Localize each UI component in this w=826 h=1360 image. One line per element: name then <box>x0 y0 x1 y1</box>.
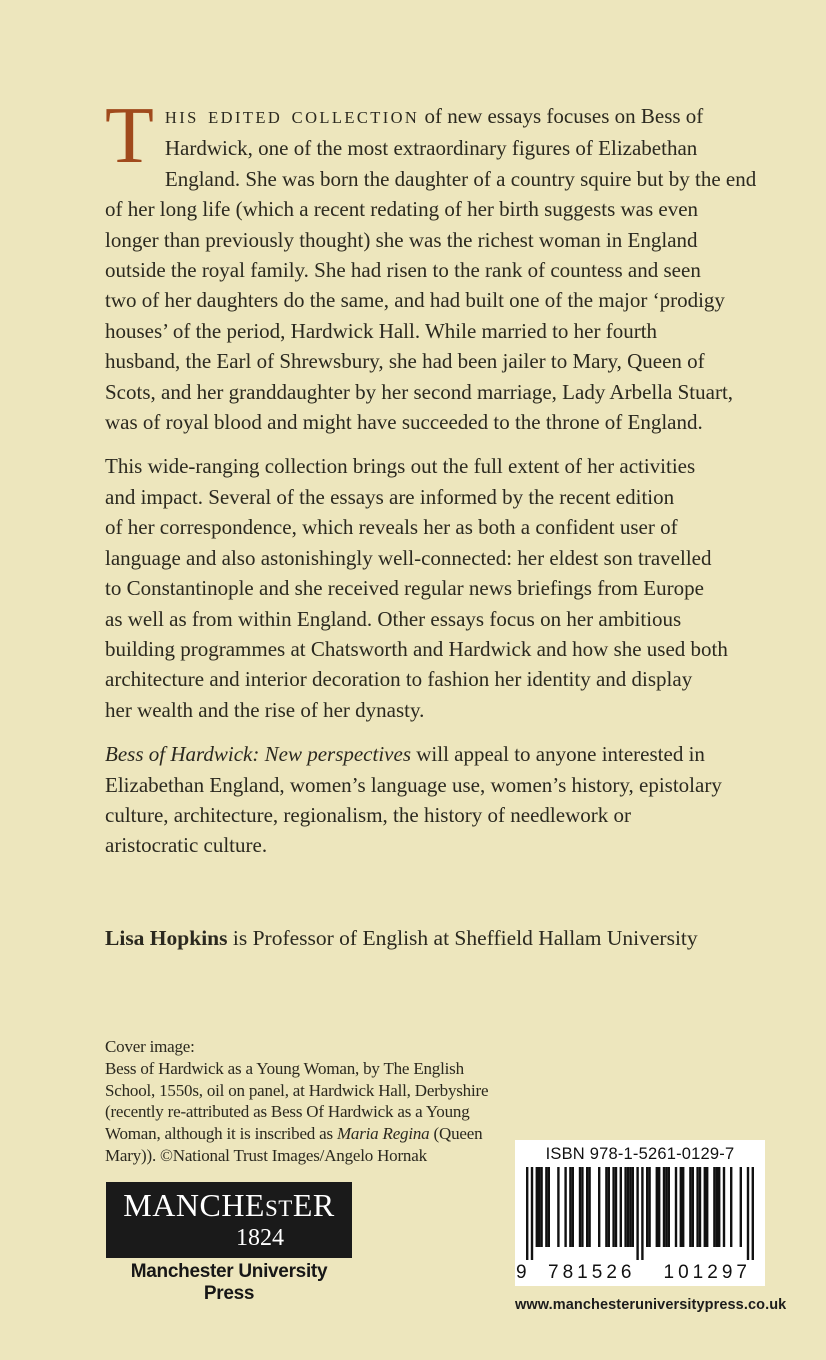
book-title-italic: Bess of Hardwick: New perspectives <box>105 742 411 767</box>
logo-text-part1: MANCHE <box>123 1187 265 1223</box>
text-line: two of her daughters do the same, and had built one of the major ‘prodigy <box>105 288 725 313</box>
text-line: architecture and interior decoration to fashion her identity and display <box>105 667 693 692</box>
blurb-paragraph-2 <box>105 451 777 725</box>
cover-image-credit <box>105 1036 488 1167</box>
publisher-name: Manchester University Press <box>130 1261 328 1304</box>
ean-digits-row <box>515 1262 765 1284</box>
credit-line: (recently re-attributed as Bess Of Hardwick as a Young <box>105 1102 470 1122</box>
ean-left-group: 781526 <box>534 1262 650 1284</box>
text-line: longer than previously thought) she was the richest woman in England <box>105 227 698 252</box>
publisher-website-url: www.manchesteruniversitypress.co.uk <box>515 1297 787 1313</box>
logo-text-part2: ST <box>264 1196 293 1221</box>
text-line: Hardwick, one of the most extraordinary figures of Elizabethan <box>164 136 698 161</box>
logo-text-part3: ER <box>292 1187 335 1223</box>
text-line: of her correspondence, which reveals her as both a confident user of <box>105 515 678 540</box>
ean-right-group: 101297 <box>650 1262 766 1284</box>
dropcap-letter: T <box>105 92 154 180</box>
author-bio-rest: is Professor of English at Sheffield Hallam University <box>227 926 698 950</box>
blurb-paragraph-3 <box>105 739 777 861</box>
text-line: Scots, and her granddaughter by her second marriage, Lady Arbella Stuart, <box>105 379 734 404</box>
text-line <box>105 101 777 133</box>
credit-line: Mary)). ©National Trust Images/Angelo Hornak <box>105 1145 427 1165</box>
credit-text: (Queen <box>429 1124 483 1144</box>
isbn-barcode <box>515 1140 765 1286</box>
line-text: will appeal to anyone interested in <box>411 742 705 767</box>
logo-wordmark <box>106 1189 352 1225</box>
text-line: her wealth and the rise of her dynasty. <box>105 697 425 722</box>
text-line: and impact. Several of the essays are informed by the recent edition <box>105 484 675 509</box>
smallcaps-opening: HIS EDITED COLLECTION <box>164 108 420 127</box>
text-line: aristocratic culture. <box>105 833 268 858</box>
text-line: houses’ of the period, Hardwick Hall. While married to her fourth <box>105 318 658 343</box>
text-line <box>105 739 777 769</box>
text-line: building programmes at Chatsworth and Hardwick and how she used both <box>105 636 728 661</box>
text-line: was of royal blood and might have succeeded to the throne of England. <box>105 410 703 435</box>
painting-title-italic: Maria Regina <box>336 1124 430 1144</box>
credit-line: School, 1550s, oil on panel, at Hardwick Hall, Derbyshire <box>105 1080 489 1100</box>
text-line: culture, architecture, regionalism, the history of needlework or <box>105 802 631 827</box>
manchester-university-logo <box>106 1182 352 1258</box>
credit-line: Bess of Hardwick as a Young Woman, by The English <box>105 1058 464 1078</box>
author-bio-line <box>105 926 698 951</box>
barcode-bars <box>526 1167 754 1265</box>
text-line: as well as from within England. Other essays focus on her ambitious <box>105 606 682 631</box>
credit-line <box>105 1123 488 1145</box>
text-line: Elizabethan England, women’s language use, women’s history, epistolary <box>105 772 722 797</box>
text-line: language and also astonishingly well-connected: her eldest son travelled <box>105 545 712 570</box>
author-name: Lisa Hopkins <box>105 926 228 950</box>
text-line: of her long life (which a recent redating of her birth suggests was even <box>105 197 699 222</box>
text-line: to Constantinople and she received regular news briefings from Europe <box>105 576 704 601</box>
credit-line: Cover image: <box>105 1037 195 1056</box>
blurb-paragraph-1 <box>105 92 777 437</box>
logo-year: 1824 <box>236 1225 284 1251</box>
text-line: England. She was born the daughter of a country squire but by the end <box>164 166 757 191</box>
line-text: of new essays focuses on Bess of <box>419 104 704 128</box>
text-line: husband, the Earl of Shrewsbury, she had been jailer to Mary, Queen of <box>105 349 705 374</box>
text-line: outside the royal family. She had risen to the rank of countess and seen <box>105 258 701 283</box>
ean-first-digit: 9 <box>515 1262 534 1284</box>
credit-text: Woman, although it is inscribed as <box>105 1124 337 1144</box>
back-cover-blurb <box>105 92 777 875</box>
isbn-number-label: ISBN 978-1-5261-0129-7 <box>545 1145 735 1163</box>
text-line: This wide-ranging collection brings out the full extent of her activities <box>105 454 696 479</box>
